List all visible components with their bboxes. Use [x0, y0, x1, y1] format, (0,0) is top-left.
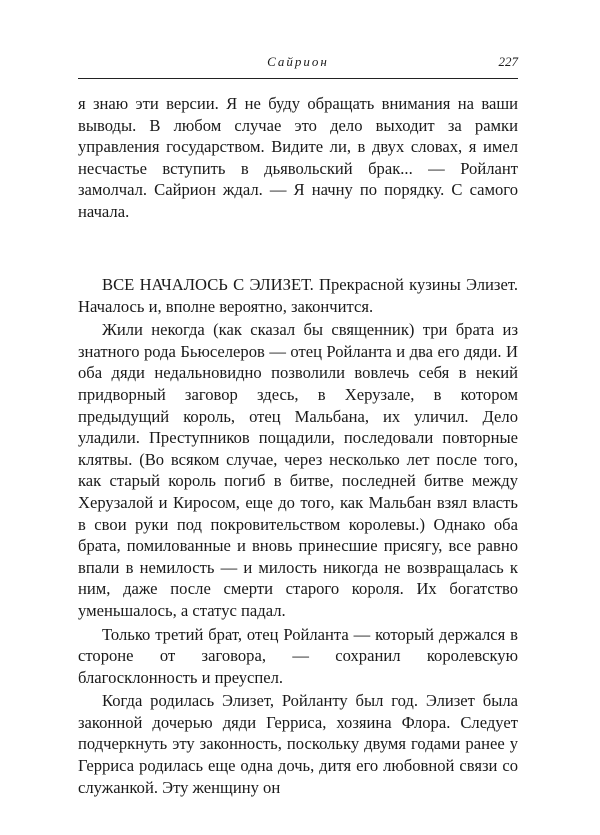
text-block-top: [78, 93, 518, 223]
text-block-section: [78, 274, 518, 798]
paragraph: Когда родилась Элизет, Ройланту был год. Элизет была законной дочерью дяди Герриса, хозяина Флора. Следует подчеркнуть эту законность, поскольку двумя годами ранее у Герриса родилась еще одна дочь, дитя его любовной связи со служанкой. Эту женщину он: [78, 691, 518, 797]
page-number: 227: [498, 54, 518, 69]
section-opening-paragraph: ВСЕ НАЧАЛОСЬ С ЭЛИЗЕТ. Прекрасной кузины Элизет. Началось и, вполне вероятно, закончится.: [78, 275, 518, 316]
running-title: Сайрион: [267, 54, 329, 69]
paragraph: я знаю эти версии. Я не буду обращать внимания на ваши выводы. В любом случае это дело выходит за рамки управления государством. Видите ли, в двух словах, я имел несчастье вступить в дьявольский брак... — Ройлант замолчал. Сайрион ждал. — Я начну по порядку. С самого начала.: [78, 94, 518, 221]
paragraph: Жили некогда (как сказал бы священник) три брата из знатного рода Бьюселеров — отец Ройланта и два его дяди. И оба дяди недальновидно позволили вовлечь себя в некий придворный заговор здесь, в Херузале, в котором предыдущий король, отец Мальбана, их уличил. Дело уладили. Преступников пощадили, последовали повторные клятвы. (Во всяком случае, через несколько лет после того, как старый король погиб в битве, последней битве между Херузалой и Киросом, еще до того, как Мальбан взял власть в свои руки под покровительством королевы.) Однако оба брата, помилованные и вновь принесшие присягу, все равно впали в немилость — и милость никогда не возвращалась к ним, даже после смерти старого короля. Их богатство уменьшалось, а статус падал.: [78, 320, 518, 620]
paragraph: Только третий брат, отец Ройланта — который держался в стороне от заговора, — сохранил королевскую благосклонность и преуспел.: [78, 624, 518, 687]
running-header: [78, 52, 518, 79]
